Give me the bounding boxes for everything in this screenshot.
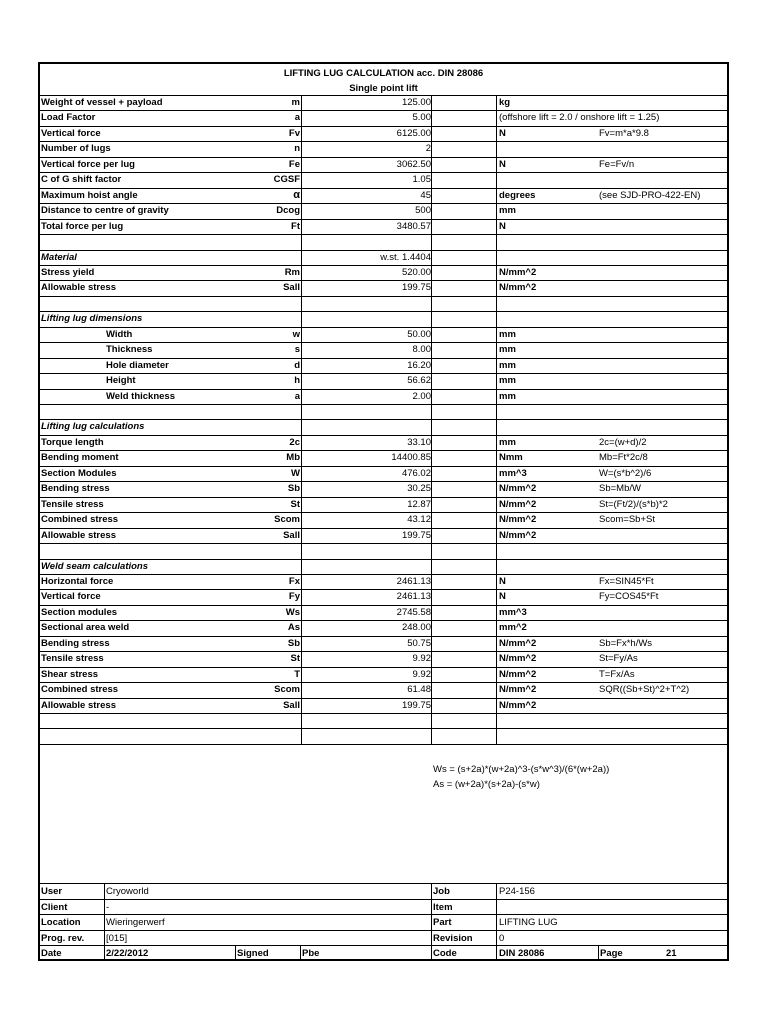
row-value: 56.62 [407, 375, 431, 387]
job-label: Job [433, 886, 450, 897]
row-value: w.st. 1.4404 [380, 251, 431, 263]
row-note: T=Fx/As [599, 668, 635, 680]
row-label: Tensile stress [41, 653, 104, 665]
row-unit: N/mm^2 [499, 498, 537, 510]
row-value: 50.00 [407, 328, 431, 340]
sheet-title: LIFTING LUG CALCULATION acc. DIN 28086 [283, 68, 484, 79]
row-label: Section modules [41, 606, 118, 618]
row-symbol [200, 296, 300, 312]
row-value: 9.92 [412, 653, 431, 665]
row-value: 125.00 [401, 97, 431, 108]
row-unit: mm [499, 359, 516, 371]
table-row [40, 250, 727, 266]
table-row [40, 157, 727, 173]
table-row [40, 481, 727, 497]
row-value: 248.00 [401, 622, 431, 634]
row-value: 6125.00 [396, 127, 431, 139]
row-value: 3062.50 [396, 158, 431, 170]
row-note [599, 296, 729, 312]
job-value: P24-156 [499, 886, 535, 897]
row-label: Vertical force [41, 127, 101, 139]
row-note: Sb=Fx*h/Ws [599, 637, 653, 649]
row-label: Height [106, 375, 136, 387]
sheet-subtitle: Single point lift [349, 83, 418, 94]
code-label: Code [433, 948, 457, 959]
row-note [599, 620, 729, 636]
row-note [599, 250, 729, 266]
row-symbol: Mb [286, 452, 300, 464]
row-value [302, 311, 431, 327]
row-symbol [200, 728, 300, 744]
row-note: 2c=(w+d)/2 [599, 436, 647, 448]
table-row [40, 311, 727, 327]
row-note: Scom=Sb+St [599, 514, 655, 526]
row-note [599, 172, 729, 188]
row-unit: degrees [499, 189, 536, 201]
row-unit [499, 713, 589, 729]
row-label: Bending moment [41, 452, 119, 464]
location-value: Wieringerwerf [106, 917, 165, 928]
row-label: Vertical force [41, 591, 101, 603]
table-row [40, 219, 727, 235]
row-label: Tensile stress [41, 498, 104, 510]
table-row [40, 589, 727, 605]
row-value: 8.00 [412, 344, 431, 356]
row-unit: kg [499, 97, 511, 108]
row-value [302, 296, 431, 312]
row-unit: N [499, 127, 506, 139]
row-label: C of G shift factor [41, 174, 122, 186]
table-row [40, 466, 727, 482]
row-value: 16.20 [407, 359, 431, 371]
row-symbol: Dcog [276, 205, 300, 217]
row-value: 33.10 [407, 436, 431, 448]
table-row [40, 234, 727, 250]
row-value: 199.75 [401, 282, 431, 294]
table-row [40, 404, 727, 420]
row-label: Horizontal force [41, 575, 114, 587]
row-symbol: Sall [283, 282, 300, 294]
row-label: Distance to centre of gravity [41, 205, 169, 217]
row-label: Stress yield [41, 266, 95, 278]
page-value: 21 [666, 948, 677, 959]
row-symbol: Sall [283, 699, 300, 711]
row-label: Load Factor [41, 112, 96, 124]
row-label: Weld thickness [106, 390, 175, 402]
row-symbol: Sall [283, 529, 300, 541]
table-row [40, 389, 727, 405]
table-row [40, 110, 727, 126]
row-unit: mm [499, 344, 516, 356]
row-note: W=(s*b^2)/6 [599, 467, 652, 479]
row-unit [499, 311, 589, 327]
row-value: 2461.13 [396, 591, 431, 603]
table-row [40, 435, 727, 451]
row-symbol [200, 234, 300, 250]
row-value [302, 234, 431, 250]
row-value: 2 [425, 143, 431, 155]
row-note [599, 698, 729, 714]
part-label: Part [433, 917, 452, 928]
row-unit [499, 234, 589, 250]
row-unit [499, 559, 589, 575]
table-row [40, 358, 727, 374]
client-label: Client [41, 902, 68, 913]
row-value: 14400.85 [391, 452, 431, 464]
row-note: Sb=Mb/W [599, 483, 641, 495]
row-unit: N/mm^2 [499, 637, 537, 649]
row-unit: Nmm [499, 452, 523, 464]
table-row [40, 450, 727, 466]
row-value [302, 404, 431, 420]
row-label: Weight of vessel + payload [41, 97, 163, 108]
client-value: - [106, 902, 110, 913]
table-row [40, 559, 727, 575]
row-unit: N [499, 591, 506, 603]
row-value: 2.00 [412, 390, 431, 402]
row-unit: N/mm^2 [499, 514, 537, 526]
row-symbol: W [291, 467, 300, 479]
table-row [40, 528, 727, 544]
row-value: 500 [415, 205, 431, 217]
table-row [40, 373, 727, 389]
row-label: Torque length [41, 436, 104, 448]
row-symbol: Fy [288, 591, 300, 603]
row-note [599, 728, 729, 744]
row-unit [499, 250, 589, 266]
row-label: Maximum hoist angle [41, 189, 138, 201]
row-unit: mm [499, 436, 516, 448]
row-value: 2745.58 [396, 606, 431, 618]
table-row [40, 342, 727, 358]
row-unit [499, 728, 589, 744]
row-symbol: T [294, 668, 300, 680]
row-note [599, 141, 729, 157]
row-symbol [200, 543, 300, 559]
row-symbol: a [294, 390, 300, 402]
table-row [40, 327, 727, 343]
table-row [40, 172, 727, 188]
item-label: Item [433, 902, 453, 913]
row-symbol: Scom [274, 514, 300, 526]
row-unit: mm^3 [499, 467, 527, 479]
row-note [599, 559, 729, 575]
formula-ws: Ws = (s+2a)*(w+2a)^3-(s*w^3)/(6*(w+2a)) [433, 764, 610, 775]
row-unit: N/mm^2 [499, 699, 537, 711]
row-note [599, 373, 729, 389]
table-row [40, 667, 727, 683]
row-unit [499, 404, 589, 420]
progrev-value: [015] [106, 933, 128, 944]
row-note [599, 95, 729, 111]
row-symbol [200, 559, 300, 575]
row-unit: N/mm^2 [499, 684, 537, 696]
row-label: Thickness [106, 344, 153, 356]
row-note [599, 234, 729, 250]
row-label: Bending stress [41, 637, 110, 649]
location-label: Location [41, 917, 81, 928]
row-note: Fv=m*a*9.8 [599, 127, 649, 139]
table-row [40, 188, 727, 204]
row-symbol: Sb [287, 483, 300, 495]
signed-label: Signed [237, 948, 269, 959]
row-note [599, 605, 729, 621]
row-note [599, 389, 729, 405]
row-note: SQR((Sb+St)^2+T^2) [599, 684, 690, 696]
row-unit: N/mm^2 [499, 653, 537, 665]
row-unit: mm [499, 375, 516, 387]
row-note: (see SJD-PRO-422-EN) [599, 189, 701, 201]
row-value: 43.12 [407, 514, 431, 526]
signed-value: Pbe [302, 948, 320, 959]
row-symbol: St [290, 498, 300, 510]
row-note: Mb=Ft*2c/8 [599, 452, 648, 464]
row-note: Fy=COS45*Ft [599, 591, 659, 603]
row-note: St=(Ft/2)/(s*b)*2 [599, 498, 668, 510]
row-note: St=Fy/As [599, 653, 638, 665]
row-note [599, 280, 729, 296]
row-value: 199.75 [401, 699, 431, 711]
row-value [302, 419, 431, 435]
date-value: 2/22/2012 [106, 948, 149, 959]
table-row [40, 203, 727, 219]
row-value: 45 [420, 189, 431, 201]
row-note [599, 219, 729, 235]
row-unit [499, 419, 589, 435]
table-row [40, 605, 727, 621]
row-symbol [200, 419, 300, 435]
row-note: Fe=Fv/n [599, 158, 635, 170]
row-symbol: w [292, 328, 300, 340]
table-row [40, 682, 727, 698]
row-note [599, 327, 729, 343]
row-value [302, 543, 431, 559]
row-note [599, 404, 729, 420]
row-symbol: Fx [288, 575, 300, 587]
row-unit: N/mm^2 [499, 483, 537, 495]
row-symbol: s [294, 344, 300, 356]
row-label: Lifting lug dimensions [41, 313, 143, 325]
row-value: 9.92 [412, 668, 431, 680]
table-row [40, 419, 727, 435]
row-symbol: Fe [288, 158, 300, 170]
table-row [40, 620, 727, 636]
row-unit: N/mm^2 [499, 282, 537, 294]
row-unit: N/mm^2 [499, 266, 537, 278]
table-row [40, 698, 727, 714]
row-symbol [200, 311, 300, 327]
row-symbol: Fv [288, 127, 300, 139]
row-symbol: Rm [284, 266, 300, 278]
row-note [599, 543, 729, 559]
row-symbol: Sb [287, 637, 300, 649]
row-symbol [200, 250, 300, 266]
revision-label: Revision [433, 933, 473, 944]
table-row [40, 280, 727, 296]
table-row [40, 497, 727, 513]
row-symbol: CGSF [273, 174, 300, 186]
row-value [302, 728, 431, 744]
row-value: 476.02 [401, 467, 431, 479]
code-value: DIN 28086 [499, 948, 545, 959]
row-note: (offshore lift = 2.0 / onshore lift = 1.25) [499, 112, 660, 124]
row-symbol [200, 404, 300, 420]
row-unit: N [499, 220, 506, 232]
table-row [40, 651, 727, 667]
row-label: Combined stress [41, 514, 119, 526]
row-value: 50.75 [407, 637, 431, 649]
row-value: 12.87 [407, 498, 431, 510]
row-note: Fx=SIN45*Ft [599, 575, 654, 587]
row-value [302, 559, 431, 575]
part-value: LIFTING LUG [499, 917, 558, 928]
table-row [40, 126, 727, 142]
row-value: 61.48 [407, 684, 431, 696]
row-unit [499, 172, 589, 188]
row-label: Material [41, 251, 77, 263]
row-note [599, 203, 729, 219]
row-label: Vertical force per lug [41, 158, 135, 170]
progrev-label: Prog. rev. [41, 933, 85, 944]
row-value [302, 713, 431, 729]
calculation-sheet [38, 62, 729, 961]
row-unit: mm^3 [499, 606, 527, 618]
row-unit: N/mm^2 [499, 529, 537, 541]
row-symbol: St [290, 653, 300, 665]
row-label: Number of lugs [41, 143, 111, 155]
row-unit: mm [499, 205, 516, 217]
row-symbol: h [294, 375, 300, 387]
row-label: Allowable stress [41, 282, 116, 294]
table-row [40, 265, 727, 281]
table-row [40, 141, 727, 157]
row-label: Section Modules [41, 467, 117, 479]
row-label: Hole diameter [106, 359, 169, 371]
row-value: 3480.57 [396, 220, 431, 232]
table-row [40, 713, 727, 729]
row-symbol: m [291, 97, 300, 108]
user-label: User [41, 886, 63, 897]
row-unit: N/mm^2 [499, 668, 537, 680]
row-label: Bending stress [41, 483, 110, 495]
user-value: Cryoworld [106, 886, 149, 897]
table-row [40, 728, 727, 744]
row-symbol: Scom [274, 684, 300, 696]
row-value: 2461.13 [396, 575, 431, 587]
page-label: Page [600, 948, 623, 959]
row-label: Weld seam calculations [41, 560, 149, 572]
row-symbol [200, 713, 300, 729]
date-label: Date [41, 948, 62, 959]
revision-value: 0 [499, 933, 505, 944]
row-label: Width [106, 328, 133, 340]
row-note [599, 358, 729, 374]
row-unit [499, 141, 589, 157]
row-label: Sectional area weld [41, 622, 130, 634]
row-symbol: Ft [291, 220, 300, 232]
row-unit: N [499, 575, 506, 587]
row-symbol: d [294, 359, 300, 371]
row-value: 5.00 [412, 112, 431, 124]
row-note [599, 265, 729, 281]
row-note [599, 528, 729, 544]
row-unit: mm^2 [499, 622, 527, 634]
formula-as: As = (w+2a)*(s+2a)-(s*w) [433, 779, 540, 790]
row-symbol: Ws [285, 606, 300, 618]
row-symbol: n [294, 143, 300, 155]
row-symbol: α [293, 188, 300, 201]
row-value: 520.00 [401, 266, 431, 278]
row-label: Combined stress [41, 684, 119, 696]
row-note [599, 342, 729, 358]
row-label: Allowable stress [41, 699, 116, 711]
table-row [40, 543, 727, 559]
table-row [40, 95, 727, 111]
row-value: 1.05 [412, 174, 431, 186]
row-value: 199.75 [401, 529, 431, 541]
row-symbol: As [287, 622, 300, 634]
row-unit [499, 543, 589, 559]
row-note [599, 419, 729, 435]
row-symbol: 2c [289, 436, 300, 448]
row-value: 30.25 [407, 483, 431, 495]
row-note [599, 311, 729, 327]
table-row [40, 636, 727, 652]
table-row [40, 296, 727, 312]
row-label: Lifting lug calculations [41, 421, 145, 433]
row-unit: N [499, 158, 506, 170]
row-unit [499, 296, 589, 312]
row-note [599, 713, 729, 729]
row-unit: mm [499, 328, 516, 340]
row-symbol: a [294, 112, 300, 124]
row-label: Allowable stress [41, 529, 116, 541]
row-unit: mm [499, 390, 516, 402]
table-row [40, 512, 727, 528]
table-row [40, 574, 727, 590]
row-label: Shear stress [41, 668, 99, 680]
row-label: Total force per lug [41, 220, 124, 232]
